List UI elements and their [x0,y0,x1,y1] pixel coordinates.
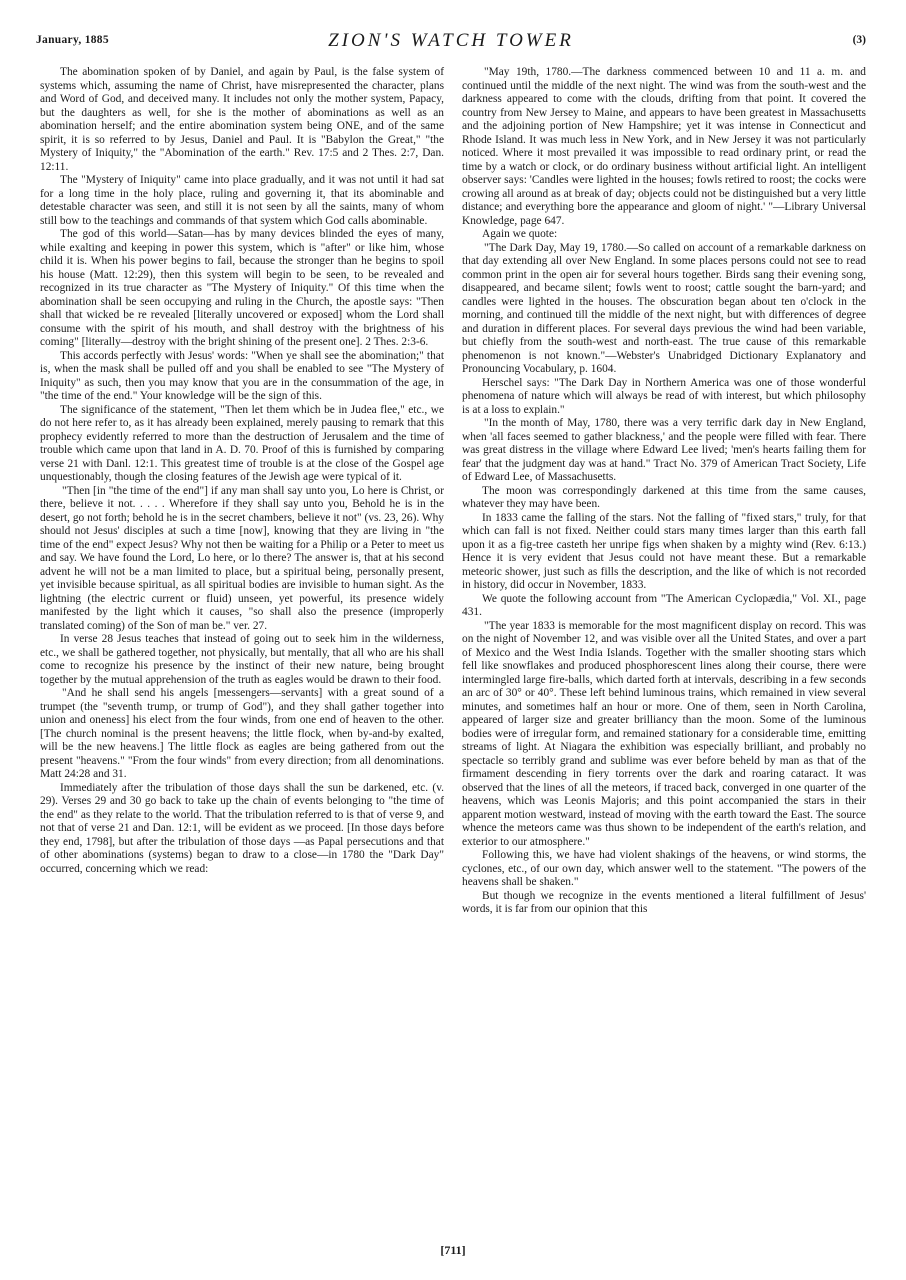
paragraph: "The Dark Day, May 19, 1780.—So called on account of a remarkable darkness on that day extending all over New England. In some places persons could not see to read common print in the open air for several hours together. Birds sang their evening song, disappeared, and became silent; fowls went to roost; cattle sought the barn-yard; and candles were lighted in the houses. The obscuration began about ten o'clock in the morning, and continued till the middle of the next night, but with differences of degree and duration in different places. For several days previous the wind had been variable, but chiefly from the south-west and north-east. The true cause of this remarkable phenomenon is not known."—Webster's Unabridged Dictionary Explanatory and Pronouncing Vocabulary, p. 1604. [462,241,866,375]
paragraph: The significance of the statement, "Then let them which be in Judea flee," etc., we do not here refer to, as it has already been explained, merely pausing to remark that this prophecy evidently referred to more than the destruction of Jerusalem and the time of trouble which came upon that land in A. D. 70. Proof of this is furnished by comparing verse 21 with Danl. 12:1. This greatest time of trouble is at the close of the Gospel age unquestionably, though the closing features of the Jewish age were typical of it. [40,403,444,483]
paragraph: "The year 1833 is memorable for the most magnificent display on record. This was on the night of November 12, and was visible over all the United States, and over a part of Mexico and the West India Islands. Together with the smaller shooting stars which fell like snowflakes and produced phosphorescent lines along their course, there were intermingled large fire-balls, which darted forth at intervals, describing in a few seconds an arc of 30° or 40°. These left behind luminous trains, which remained in view several minutes, and sometimes half an hour or more. One of them, seen in North Carolina, appeared of larger size and greater brilliancy than the moon. Some of the luminous bodies were of irregular form, and remained stationary for a considerable time, emitting streams of light. At Niagara the exhibition was especially brilliant, and probably no spectacle so terribly grand and sublime was ever before beheld by man as that of the firmament descending in fiery torrents over the dark and roaring cataract. It was observed that the lines of all the meteors, if traced back, converged in one quarter of the heavens, which was Leonis Majoris; and this point accompanied the stars in their apparent motion westward, instead of moving with the earth toward the East. The source whence the meteors came was thus shown to be independent of the earth's relation, and exterior to our atmosphere." [462,619,866,848]
paragraph: "In the month of May, 1780, there was a very terrific dark day in New England, when 'all faces seemed to gather blackness,' and the people were filled with fear. There was great distress in the village where Edward Lee lived; 'men's hearts failing them for fear' that the judgment day was at hand." Tract No. 379 of American Tract Society, Life of Edward Lee, of Massachusetts. [462,417,866,483]
right-column [462,66,866,917]
paragraph: "And he shall send his angels [messengers—servants] with a great sound of a trumpet (the "seventh trump, or trump of God"), and they shall gather together into union and oneness] his elect from the four winds, from one end of heaven to the other. [The church nominal is the present heavens; the little flock, when by-and-by exalted, will be the new heavens.] The little flock as eagles are being gathered from out the present "heavens." "From the four winds" from every direction; from all denominations. Matt 24:28 and 31. [40,687,444,780]
left-column [40,66,444,876]
page-number: (3) [852,34,866,46]
footer-page-number: [711] [440,1243,466,1257]
paragraph: In verse 28 Jesus teaches that instead of going out to seek him in the wilderness, etc., we shall be gathered together, not physically, but mentally, that all who are his shall come to recognize his presence by the instinct of their new nature, being brought together by the mutual apprehension of the truth as eagles would be drawn to their food. [40,633,444,686]
paragraph: The moon was correspondingly darkened at this time from the same causes, whatever they may have been. [462,484,866,510]
paragraph: In 1833 came the falling of the stars. Not the falling of "fixed stars," truly, for that which can fall is not fixed. Neither could stars many times larger than this earth fall upon it as a fig-tree casteth her unripe figs when shaken by a mighty wind (Rev. 6:13.) Hence it is very evident that Jesus could not have meant these. But a remarkable meteoric shower, just such as fills the description, and the like of which is not recorded in history, did occur in November, 1833. [462,511,866,591]
issue-date: January, 1885 [36,34,109,46]
masthead-title: ZION'S WATCH TOWER [328,30,574,51]
paragraph: The god of this world—Satan—has by many devices blinded the eyes of many, while exalting and keeping in power this system, which is "after" or like him, whose child it is. When his power begins to fail, because the stronger than he begins to spoil his house (Matt. 12:29), then this system will begin to be seen, to be revealed and recognized in its true character as "The Mystery of Iniquity." Of this time when the abomination shall be seen occupying and ruling in the Church, the apostle says: "Then shall that wicked be re revealed [literally uncovered or exposed] whom the Lord shall consume with the spirit of his mouth, and shall destroy with the brightness of his coming" [literally—destroy with the bright shining of the present one]. 2 Thes. 2:3-6. [40,228,444,348]
paragraph: "Then [in "the time of the end"] if any man shall say unto you, Lo here is Christ, or there, believe it not. . . . . Wherefore if they shall say unto you, Behold he is in the desert, go not forth; behold he is in the secret chambers, believe it not" (vs. 23, 26). Why should not Jesus' disciples at such a time [now], knowing that they are living in "the time of the end" expect Jesus? Why not then be waiting for a Philip or a Peter to meet us and say. We have found the Lord, Lo here, or lo there? The answer is, that at his second advent he will not be a man limited to place, but a spiritual being, personally present, yet invisible because spiritual, as all spiritual bodies are invisible to human sight. As the lightning (the electric current or fluid) unseen, yet powerful, its presence widely manifested by the light which it causes, "so shall also the presence (improperly translated coming) of the Son of man be." ver. 27. [40,484,444,632]
paragraph: The abomination spoken of by Daniel, and again by Paul, is the false system of systems which, assuming the name of Christ, have misrepresented the character, plans and Word of God, and deceived many. It includes not only the mother system, Papacy, but the daughters as well, for she is the mother of abominations as well as an abomination herself; and the entire abomination system being ONE, and of the same spirit, it is so referred to by Jesus, Daniel and Paul. It is "Babylon the Great," "the Mystery of Iniquity," the "Abomination of the earth." Rev. 17:5 and 2 Thes. 2:7, Dan. 12:11. [40,66,444,173]
paragraph: We quote the following account from "The American Cyclopædia," Vol. XI., page 431. [462,592,866,618]
paragraph: The "Mystery of Iniquity" came into place gradually, and it was not until it had sat for a long time in the holy place, ruling and governing it, that its abominable and detestable character was seen, and still it is not seen by all the saints, many of whom still bow to the teachings and commands of that system which God calls abominable. [40,174,444,227]
paragraph: Again we quote: [482,228,558,240]
paragraph: Immediately after the tribulation of those days shall the sun be darkened, etc. (v. 29). Verses 29 and 30 go back to take up the chain of events belonging to "the time of the end" as they relate to the world. That the tribulation referred to is that of verse 9, and not that of verse 21 and Dan. 12:1, will be evident as we proceed. [In those days before they end, 1798], but after the tribulation of those days —as Papal persecutions and that of other abominations (systems) began to draw to a close—in 1780 the "Dark Day" occurred, concerning which we read: [40,781,444,875]
paragraph: "May 19th, 1780.—The darkness commenced between 10 and 11 a. m. and continued until the middle of the next night. The wind was from the south-west and the darkness appeared to come with the clouds, drifting from that point. It covered the country from New Jersey to Maine, and appears to have been greatest in Massachusetts and the adjoining portion of New Hampshire; yet it was intense in Connecticut and Rhode Island. It was much less in New York, and in New Jersey it was not particularly noticed. Where it most prevailed it was impossible to read ordinary print, or read the time by a watch or clock, or do ordinary business without artificial light. An intelligent observer says: 'Candles were lighted in the houses; fowls retired to roost; the cocks were crowing all around as at break of day; objects could not be distinguished but a very little distance; and everything bore the appearance and gloom of night.' "—Library Universal Knowledge, page 647. [462,66,866,227]
running-header [36,30,866,54]
paragraph: But though we recognize in the events mentioned a literal fulfillment of Jesus' words, it is far from our opinion that this [462,889,866,915]
paragraph: Herschel says: "The Dark Day in Northern America was one of those wonderful phenomena of nature which will always be read of with interest, but which philosophy is at a loss to explain." [462,376,866,416]
paragraph: This accords perfectly with Jesus' words: "When ye shall see the abomination;" that is, when the mask shall be pulled off and you shall be enabled to see "The Mystery of Iniquity" as such, then you may know that you are in the consummation of the age, in "the time of the end." Your knowledge will be the sign of this. [40,349,444,402]
paragraph: Following this, we have had violent shakings of the heavens, or wind storms, the cyclones, etc., of our own day, which answer well to the statement. "The powers of the heavens shall be shaken." [462,849,866,888]
